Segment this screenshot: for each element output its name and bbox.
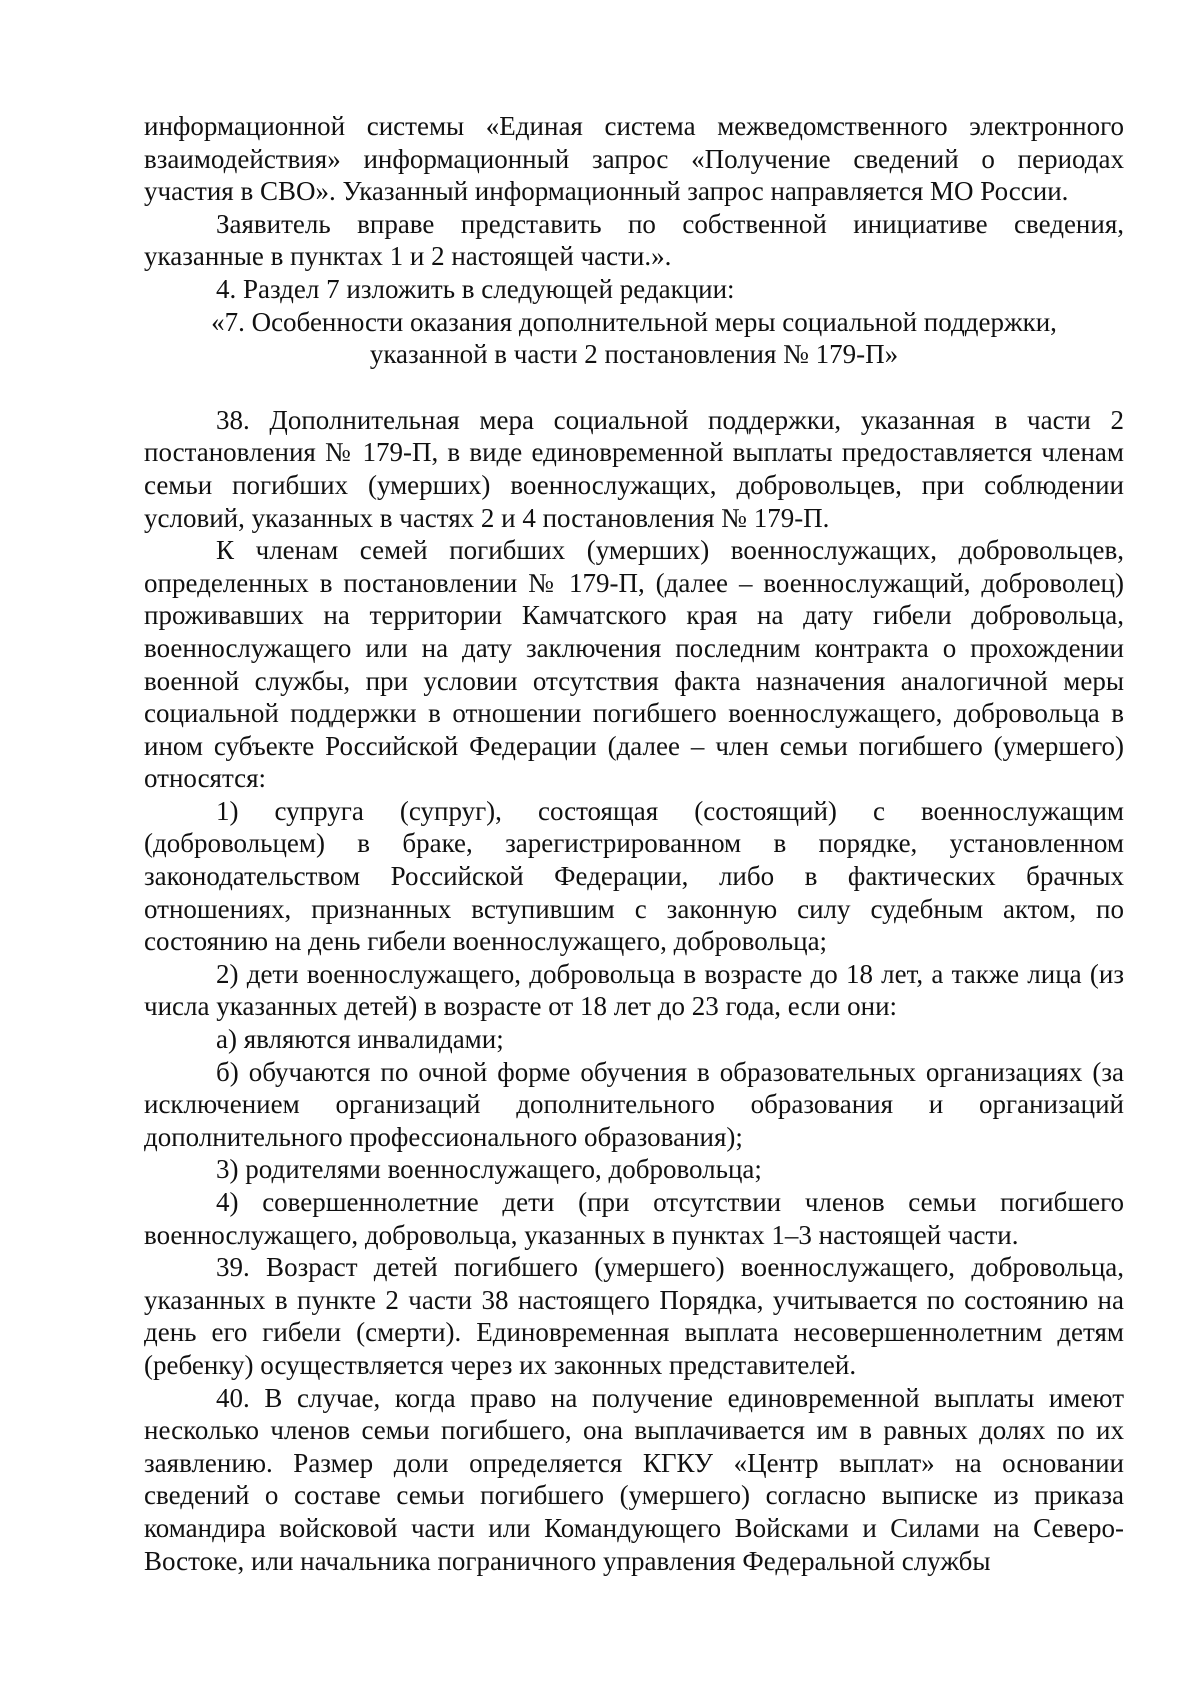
paragraph-40: 40. В случае, когда право на получение единовременной выплаты имеют несколько членов семьи погибшего, она выплачивается им в равных долях по их заявлению. Размер доли определяется КГКУ «Центр выплат» на основании сведений о составе семьи погибшего (умершего) согласно выписке из приказа командира войсковой части или Командующего Войсками и Силами на Северо-Востоке, или начальника пограничного управления Федеральной службы [144,1382,1124,1576]
paragraph-continuation: информационной системы «Единая система межведомственного электронного взаимодействия» информационный запрос «Получение сведений о периодах участия в СВО». Указанный информационный запрос направляется МО России. [144,111,1124,207]
section-heading-line-1: «7. Особенности оказания дополнительной меры социальной поддержки, [211,306,1057,337]
list-item-3: 3) родителями военнослужащего, добровольца; [216,1154,762,1185]
paragraph-38: 38. Дополнительная мера социальной поддержки, указанная в части 2 постановления № 179-П, в виде единовременной выплаты предоставляется членам семьи погибших (умерших) военнослужащих, добровольцев, при соблюдении условий, указанных в частях 2 и 4 постановления № 179-П. [144,404,1124,533]
list-item-2a: а) являются инвалидами; [216,1024,504,1055]
heading-spacer [144,371,1124,404]
section-heading-line-2: указанной в части 2 постановления № 179-П» [369,339,899,370]
paragraph-section-7-amendment: 4. Раздел 7 изложить в следующей редакции: [216,273,735,304]
document-page [144,110,1124,1577]
list-item-2b: б) обучаются по очной форме обучения в образовательных организациях (за исключением организаций дополнительного образования и организаций дополнительного профессионального образования); [144,1056,1124,1152]
paragraph-39: 39. Возраст детей погибшего (умершего) военнослужащего, добровольца, указанных в пункте 2 части 38 настоящего Порядка, учитывается по состоянию на день его гибели (смерти). Единовременная выплата несовершеннолетним детям (ребенку) осуществляется через их законных представителей. [144,1252,1124,1380]
list-item-2: 2) дети военнослужащего, добровольца в возрасте до 18 лет, а также лица (из числа указанных детей) в возрасте от 18 лет до 23 года, если они: [144,958,1124,1022]
list-item-4: 4) совершеннолетние дети (при отсутствии членов семьи погибшего военнослужащего, добровольца, указанных в пунктах 1–3 настоящей части. [144,1187,1124,1250]
paragraph-applicant-right: Заявитель вправе представить по собственной инициативе сведения, указанные в пунктах 1 и 2 настоящей части.». [144,208,1124,272]
paragraph-family-members: К членам семей погибших (умерших) военнослужащих, добровольцев, определенных в постановлении № 179-П, (далее – военнослужащий, доброволец) проживавших на территории Камчатского края на дату гибели добровольца, военнослужащего или на дату заключения последним контракта о прохождении военной службы, при условии отсутствия факта назначения аналогичной меры социальной поддержки в отношении погибшего военнослужащего, добровольца в ином субъекте Российской Федерации (далее – член семьи погибшего (умершего) относятся: [144,535,1124,794]
list-item-1: 1) супруга (супруг), состоящая (состоящий) с военнослужащим (добровольцем) в браке, зарегистрированном в порядке, установленном законодательством Российской Федерации, либо в фактических брачных отношениях, признанных вступившим с законную силу судебным актом, по состоянию на день гибели военнослужащего, добровольца; [144,795,1124,957]
